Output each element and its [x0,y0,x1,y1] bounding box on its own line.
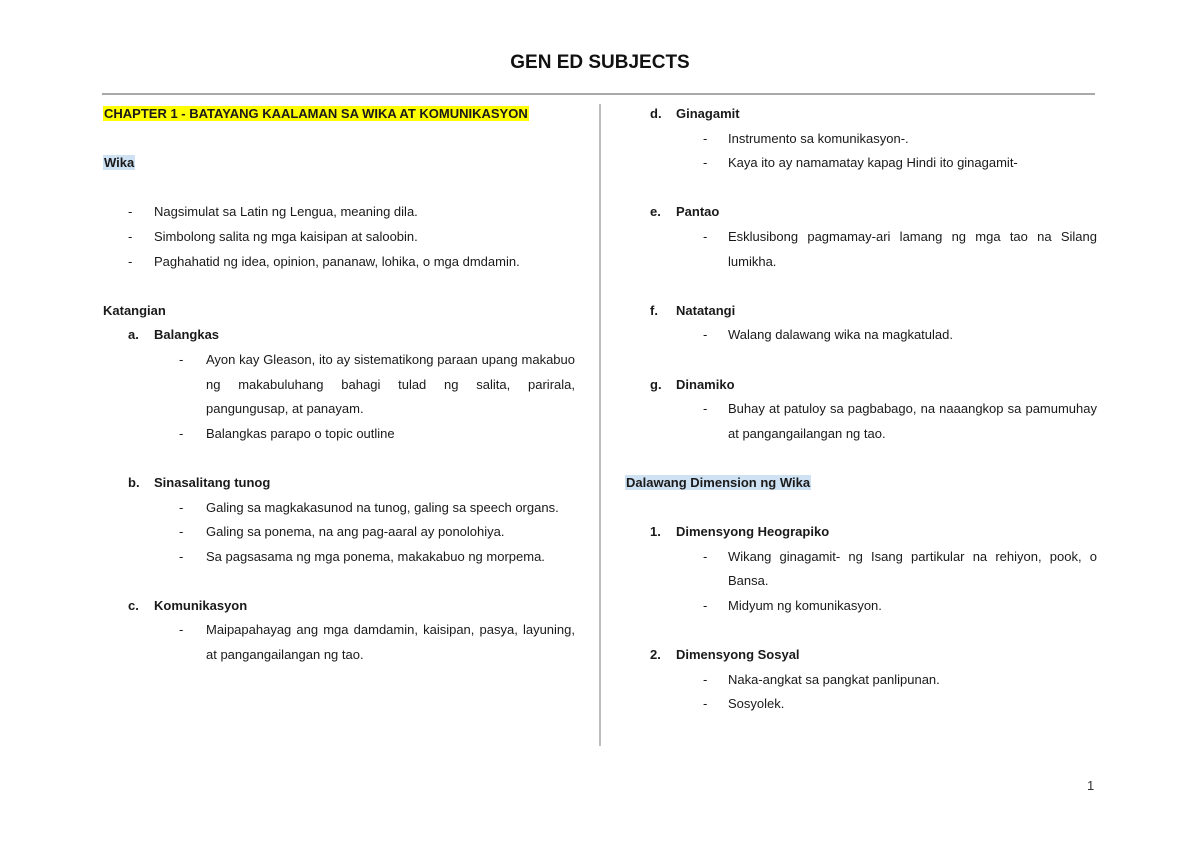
list-item: - Esklusibong pagmamay-ari lamang ng mga tao na Silang lumikha. [625,225,1097,274]
list-item: - Instrumento sa komunikasyon-. [625,127,1097,152]
wika-heading: Wika [104,155,135,171]
list-item: - Wikang ginagamit- ng Isang partikular na rehiyon, pook, o Bansa. [625,545,1097,594]
right-column [625,102,1097,717]
list-item: - Walang dalawang wika na magkatulad. [625,323,1097,348]
dash-bullet: - [703,401,708,417]
dash-bullet: - [128,204,133,220]
list-item: - Paghahatid ng idea, opinion, pananaw, lohika, o mga dmdamin. [103,250,575,275]
item-label: 1. [650,524,661,540]
item-label: e. [650,204,661,220]
section-item-c: c. Komunikasyon [103,594,575,619]
list-item: - Balangkas parapo o topic outline [103,422,575,447]
list-item: - Simbolong salita ng mga kaisipan at saloobin. [103,225,575,250]
dash-bullet: - [703,228,708,244]
list-item: - Naka-angkat sa pangkat panlipunan. [625,668,1097,693]
section-item-e: e. Pantao [625,200,1097,225]
section-item-g: g. Dinamiko [625,373,1097,398]
section-item-b: b. Sinasalitang tunog [103,471,575,496]
dash-bullet: - [179,499,184,515]
dimension-heading: Dalawang Dimension ng Wika [626,474,811,490]
dash-bullet: - [179,524,184,540]
dash-bullet: - [703,597,708,613]
list-item: - Galing sa ponema, na ang pag-aaral ay ponolohiya. [103,520,575,545]
dash-bullet: - [703,327,708,343]
list-item: - Sa pagsasama ng mga ponema, makakabuo ng morpema. [103,545,575,570]
item-label: b. [128,474,140,490]
list-item: - Ayon kay Gleason, ito ay sistematikong paraan upang makabuo ng makabuluhang bahagi tulad ng salita, parirala, pangungusap, at panayam. [103,348,575,422]
section-item-2: 2. Dimensyong Sosyal [625,643,1097,668]
list-item: - Nagsimulat sa Latin ng Lengua, meaning dila. [103,200,575,225]
page-number: 1 [1087,778,1095,793]
chapter-heading: CHAPTER 1 - BATAYANG KAALAMAN SA WIKA AT KOMUNIKASYON [104,106,528,121]
dash-bullet: - [179,622,184,638]
dash-bullet: - [703,696,708,712]
item-label: a. [128,327,139,343]
page-title: GEN ED SUBJECTS [510,52,690,73]
item-label: 2. [650,647,661,663]
list-item: - Kaya ito ay namamatay kapag Hindi ito ginagamit- [625,151,1097,176]
item-label: g. [650,376,662,392]
dash-bullet: - [703,671,708,687]
dash-bullet: - [179,351,184,367]
dash-bullet: - [128,253,133,269]
title-divider [102,93,1095,95]
dash-bullet: - [128,228,133,244]
list-item: - Galing sa magkakasunod na tunog, galing sa speech organs. [103,496,575,521]
list-item: - Maipapahayag ang mga damdamin, kaisipan, pasya, layuning, at pangangailangan ng tao. [103,618,575,667]
dash-bullet: - [703,548,708,564]
item-label: f. [650,302,658,318]
left-column [103,102,575,668]
list-item: - Buhay at patuloy sa pagbabago, na naaangkop sa pamumuhay at pangangailangan ng tao. [625,397,1097,446]
item-label: d. [650,106,662,121]
section-item-1: 1. Dimensyong Heograpiko [625,520,1097,545]
dash-bullet: - [703,155,708,171]
column-divider [599,104,601,746]
section-item-d: d. Ginagamit [625,102,1097,127]
dash-bullet: - [703,130,708,146]
item-label: c. [128,597,139,613]
list-item: - Midyum ng komunikasyon. [625,594,1097,619]
katangian-heading: Katangian [103,302,166,318]
section-item-f: f. Natatangi [625,299,1097,324]
dash-bullet: - [179,425,184,441]
dash-bullet: - [179,548,184,564]
section-item-a: a. Balangkas [103,323,575,348]
list-item: - Sosyolek. [625,692,1097,717]
